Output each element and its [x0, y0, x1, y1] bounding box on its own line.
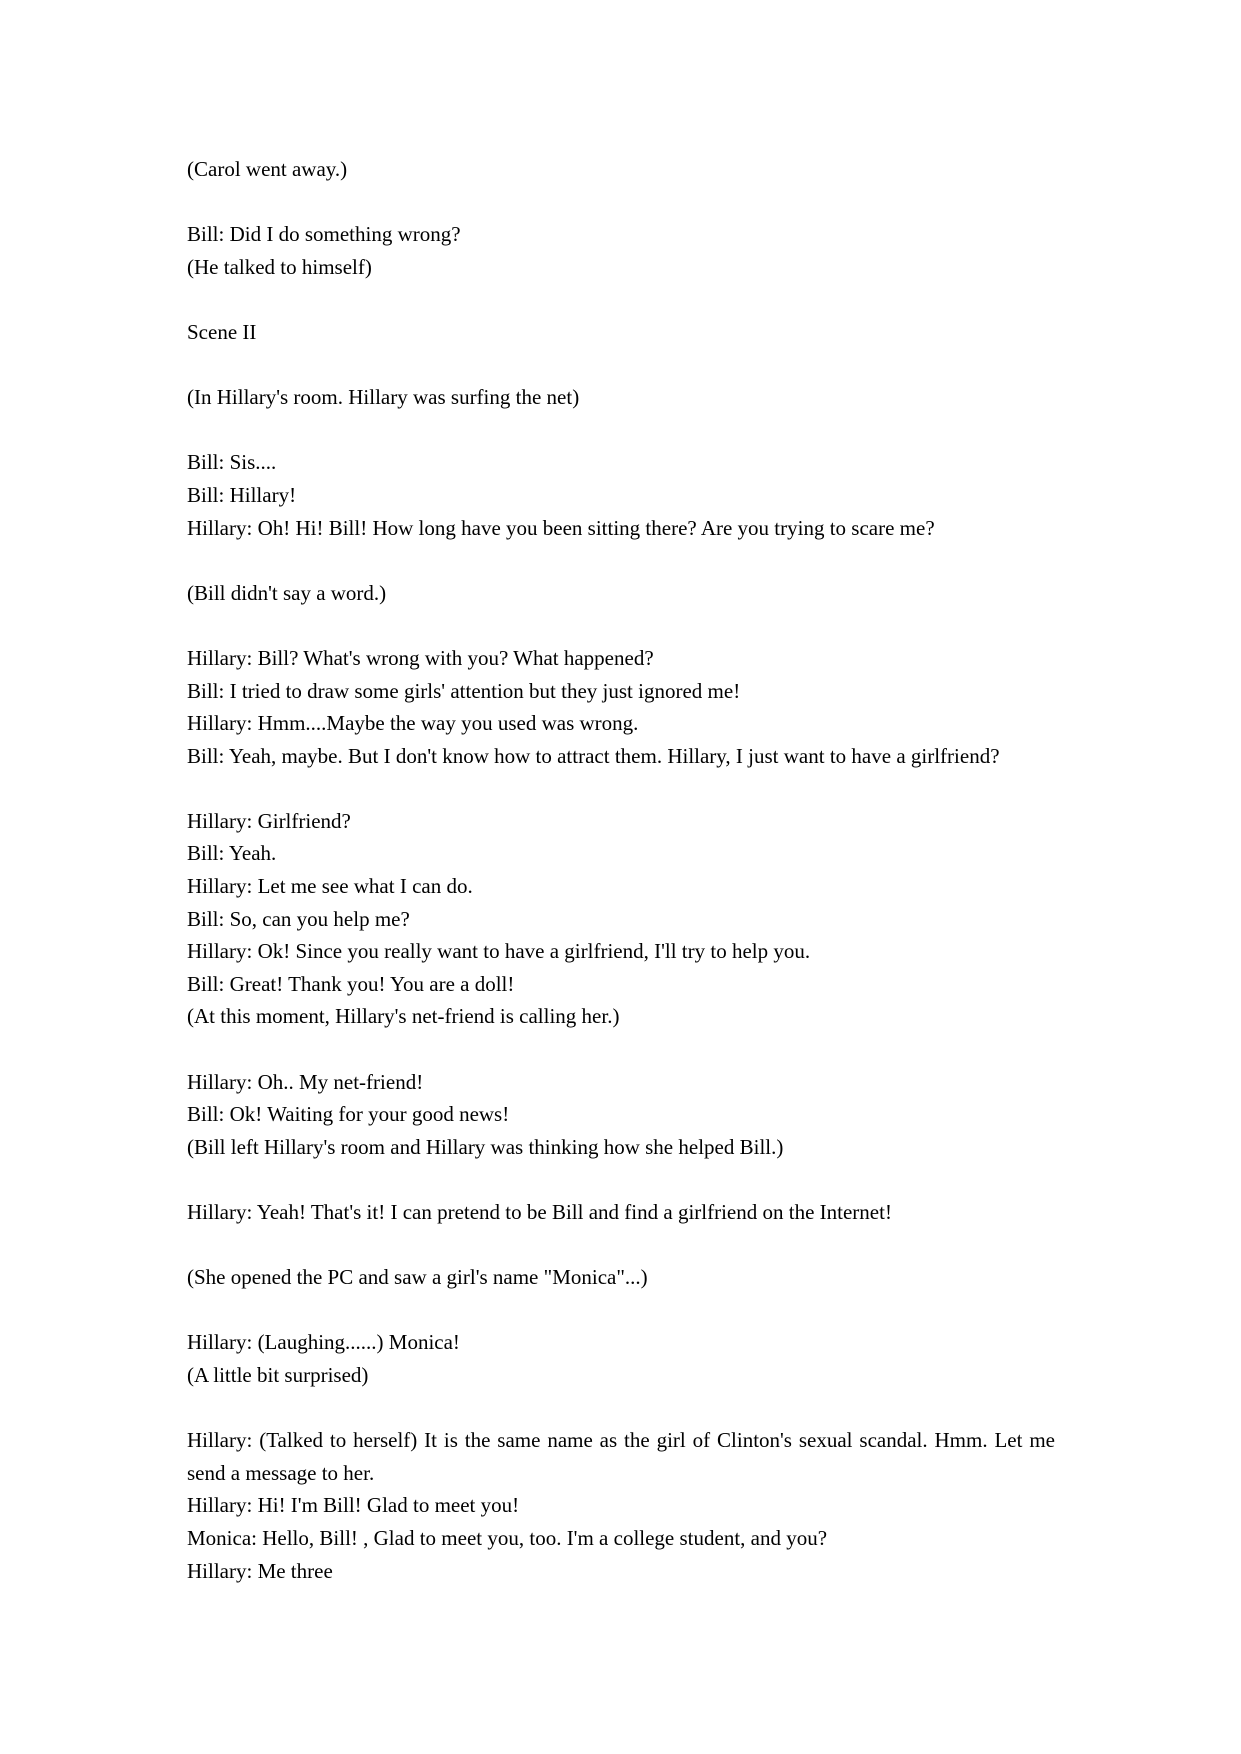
- blank-line: [187, 1163, 1055, 1196]
- stage-direction: (He talked to himself): [187, 254, 372, 279]
- blank-line: [187, 414, 1055, 447]
- dialogue-line: Hillary: (Laughing......) Monica!: [187, 1330, 460, 1355]
- dialogue-line: Bill: I tried to draw some girls' attention but they just ignored me!: [187, 678, 741, 703]
- blank-line: [187, 544, 1055, 577]
- blank-line: [187, 609, 1055, 642]
- stage-direction: (Bill didn't say a word.): [187, 580, 387, 605]
- blank-line: [187, 1033, 1055, 1066]
- dialogue-line: Bill: So, can you help me?: [187, 906, 410, 931]
- dialogue-line: Bill: Hillary!: [187, 482, 297, 507]
- dialogue-line: Monica: Hello, Bill! , Glad to meet you, too. I'm a college student, and you?: [187, 1525, 828, 1550]
- dialogue-line: Hillary: Ok! Since you really want to have a girlfriend, I'll try to help you.: [187, 939, 811, 964]
- stage-direction: (A little bit surprised): [187, 1362, 369, 1387]
- dialogue-line: Hillary: Hi! I'm Bill! Glad to meet you!: [187, 1493, 520, 1518]
- dialogue-line: Hillary: Yeah! That's it! I can pretend to be Bill and find a girlfriend on the Internet!: [187, 1200, 892, 1224]
- dialogue-line: Hillary: Oh.. My net-friend!: [187, 1069, 424, 1094]
- blank-line: [187, 772, 1055, 805]
- stage-direction: (Bill left Hillary's room and Hillary was thinking how she helped Bill.): [187, 1134, 784, 1159]
- blank-line: [187, 283, 1055, 316]
- dialogue-line: Bill: Great! Thank you! You are a doll!: [187, 971, 515, 996]
- dialogue-line: Hillary: Bill? What's wrong with you? What happened?: [187, 645, 654, 670]
- dialogue-line: Hillary: Girlfriend?: [187, 808, 351, 833]
- dialogue-line: Bill: Yeah, maybe. But I don't know how to attract them. Hillary, I just want to have a girlfriend?: [187, 743, 1000, 768]
- blank-line: [187, 349, 1055, 382]
- blank-line: [187, 1392, 1055, 1425]
- dialogue-line: Bill: Ok! Waiting for your good news!: [187, 1102, 510, 1127]
- blank-line: [187, 1229, 1055, 1262]
- stage-direction: (Carol went away.): [187, 157, 348, 181]
- dialogue-line: Hillary: (Talked to herself) It is the same name as the girl of Clinton's sexual scandal. Hmm. Let me send a message to her.: [187, 1428, 1055, 1485]
- dialogue-line: Bill: Did I do something wrong?: [187, 222, 461, 247]
- scene-heading: Scene II: [187, 319, 257, 344]
- dialogue-line: Hillary: Me three: [187, 1558, 333, 1583]
- blank-line: [187, 1294, 1055, 1327]
- dialogue-line: Hillary: Oh! Hi! Bill! How long have you been sitting there? Are you trying to scare me?: [187, 515, 935, 540]
- blank-line: [187, 186, 1055, 219]
- script-text: [187, 153, 1055, 1587]
- stage-direction: (At this moment, Hillary's net-friend is calling her.): [187, 1004, 620, 1029]
- stage-direction: (She opened the PC and saw a girl's name "Monica"...): [187, 1265, 648, 1290]
- dialogue-line: Bill: Yeah.: [187, 841, 277, 866]
- dialogue-line: Hillary: Let me see what I can do.: [187, 874, 473, 899]
- stage-direction: (In Hillary's room. Hillary was surfing the net): [187, 385, 580, 410]
- dialogue-line: Hillary: Hmm....Maybe the way you used was wrong.: [187, 711, 639, 736]
- dialogue-line: Bill: Sis....: [187, 450, 277, 475]
